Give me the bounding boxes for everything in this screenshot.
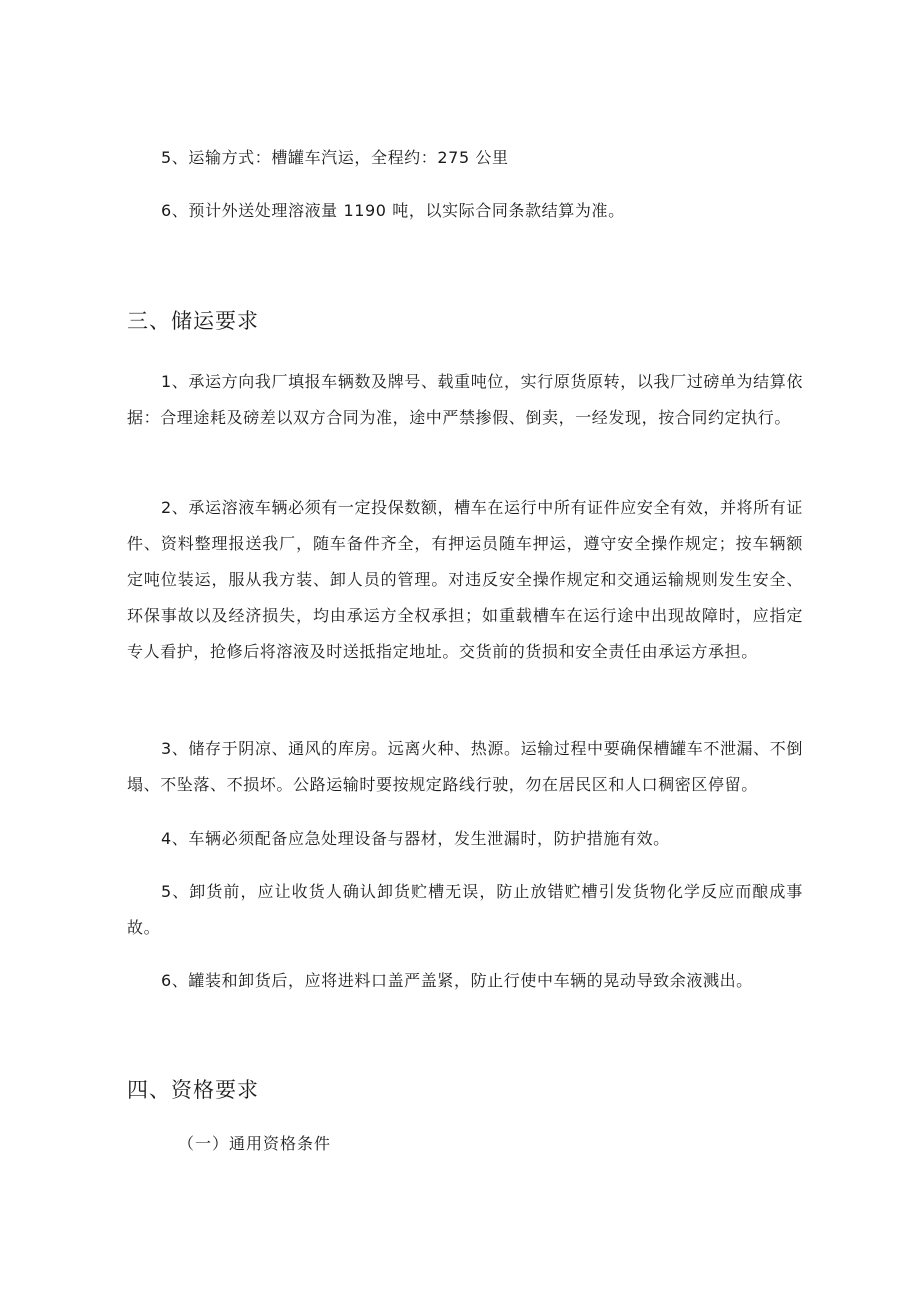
storage-item-1: 1、承运方向我厂填报车辆数及牌号、载重吨位，实行原货原转，以我厂过磅单为结算依据：合理途耗及磅差以双方合同为准，途中严禁掺假、倒卖，一经发现，按合同约定执行。 [127, 372, 803, 427]
section-four-heading: 四、资格要求 [127, 1078, 259, 1102]
storage-item-2: 2、承运溶液车辆必须有一定投保数额，槽车在运行中所有证件应安全有效，并将所有证件、资料整理报送我厂，随车备件齐全，有押运员随车押运，遵守安全操作规定；按车辆额定吨位装运，服从我方装、卸人员的管理。对违反安全操作规定和交通运输规则发生安全、环保事故以及经济损失，均由承运方全权承担；如重载槽车在运行途中出现故障时，应指定专人看护，抢修后将溶液及时送抵指定地址。交货前的货损和安全责任由承运方承担。 [127, 498, 803, 661]
storage-item-5: 5、卸货前，应让收货人确认卸货贮槽无误，防止放错贮槽引发货物化学反应而酿成事故。 [127, 882, 803, 937]
general-qualification-subheading: （一）通用资格条件 [178, 1134, 332, 1153]
estimated-volume-item: 6、预计外送处理溶液量 1190 吨，以实际合同条款结算为准。 [161, 201, 625, 220]
section-three-heading: 三、储运要求 [127, 309, 259, 333]
storage-item-4: 4、车辆必须配备应急处理设备与器材，发生泄漏时，防护措施有效。 [161, 829, 670, 848]
storage-item-3: 3、储存于阴凉、通风的库房。远离火种、热源。运输过程中要确保槽罐车不泄漏、不倒塌、不坠落、不损坏。公路运输时要按规定路线行驶，勿在居民区和人口稠密区停留。 [127, 739, 803, 794]
storage-item-6: 6、罐装和卸货后，应将进料口盖严盖紧，防止行使中车辆的晃动导致余液溅出。 [161, 971, 753, 990]
transport-method-item: 5、运输方式：槽罐车汽运，全程约：275 公里 [161, 148, 509, 167]
